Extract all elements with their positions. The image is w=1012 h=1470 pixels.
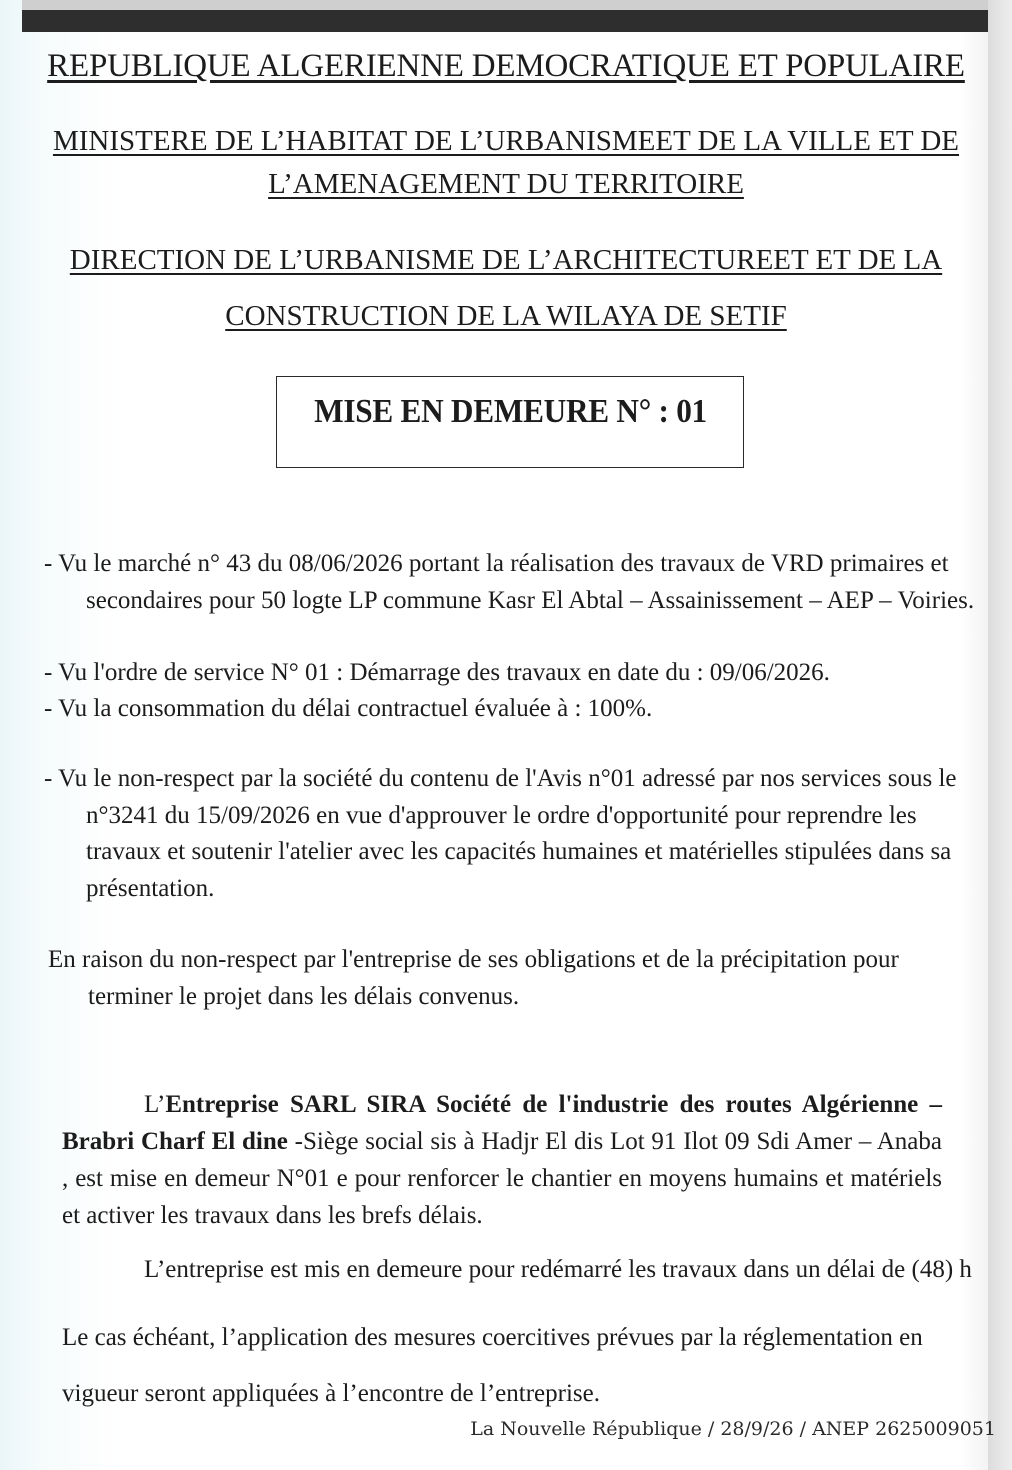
notice-paragraph: L’entreprise est mis en demeure pour redémarré les travaux dans un délai de (48) h	[144, 1256, 972, 1283]
entreprise-prefix: L’	[144, 1091, 166, 1118]
scan-border-bar	[22, 10, 988, 32]
consideration-item: - Vu la consommation du délai contractuel évaluée à : 100%.	[44, 695, 653, 722]
header-republic: REPUBLIQUE ALGERIENNE DEMOCRATIQUE ET POPULAIRE	[47, 48, 965, 84]
header-ministry-line2: L’AMENAGEMENT DU TERRITOIRE	[268, 168, 744, 200]
consideration-item: - Vu le non-respect par la société du contenu de l'Avis n°01 adressé par nos services sous le n°3241 du 15/09/2026 en vue d'approuver le ordre d'opportunité pour reprendre les travaux et soutenir l'atelier avec les capacités humaines et matérielles stipulées dans sa présentation.	[44, 765, 957, 902]
header-ministry-line1: MINISTERE DE L’HABITAT DE L’URBANISMEET DE LA VILLE ET DE	[52, 125, 960, 157]
consideration-item: - Vu le marché n° 43 du 08/06/2026 portant la réalisation des travaux de VRD primaires et secondaires pour 50 logte LP commune Kasr El Abtal – Assainissement – AEP – Voiries.	[44, 550, 975, 614]
scan-right-shadow	[988, 0, 1012, 1470]
publication-footer: La Nouvelle République / 28/9/26 / ANEP 2625009051	[470, 1418, 996, 1440]
entreprise-paragraph	[62, 1086, 942, 1234]
consideration-item: - Vu l'ordre de service N° 01 : Démarrage des travaux en date du : 09/06/2026.	[44, 659, 830, 686]
document-title: MISE EN DEMEURE N° : 01	[313, 393, 707, 430]
consequence-paragraph: Le cas échéant, l’application des mesures coercitives prévues par la réglementation en vigueur seront appliquées à l’encontre de l’entreprise.	[62, 1324, 923, 1407]
header-direction-line1: DIRECTION DE L’URBANISME DE L’ARCHITECTUREET ET DE LA	[69, 244, 943, 276]
title-box	[276, 376, 744, 468]
header-ministry	[40, 120, 972, 206]
header-direction	[40, 232, 972, 344]
header-direction-line2: CONSTRUCTION DE LA WILAYA DE SETIF	[225, 300, 787, 332]
reason-paragraph: En raison du non-respect par l'entreprise de ses obligations et de la précipitation pour terminer le projet dans les délais convenus.	[48, 946, 899, 1010]
entreprise-name: Entreprise SARL SIRA Société de l'industrie des routes Algérienne – Brabri Charf El dine	[62, 1091, 942, 1155]
scan-edge	[22, 0, 988, 10]
entreprise-details: -Siège social sis à Hadjr El dis Lot 91 Ilot 09 Sdi Amer – Anaba , est mise en demeur N°01 e pour renforcer le chantier en moyens humains et matériels et activer les travaux dans les brefs délais.	[62, 1128, 942, 1229]
